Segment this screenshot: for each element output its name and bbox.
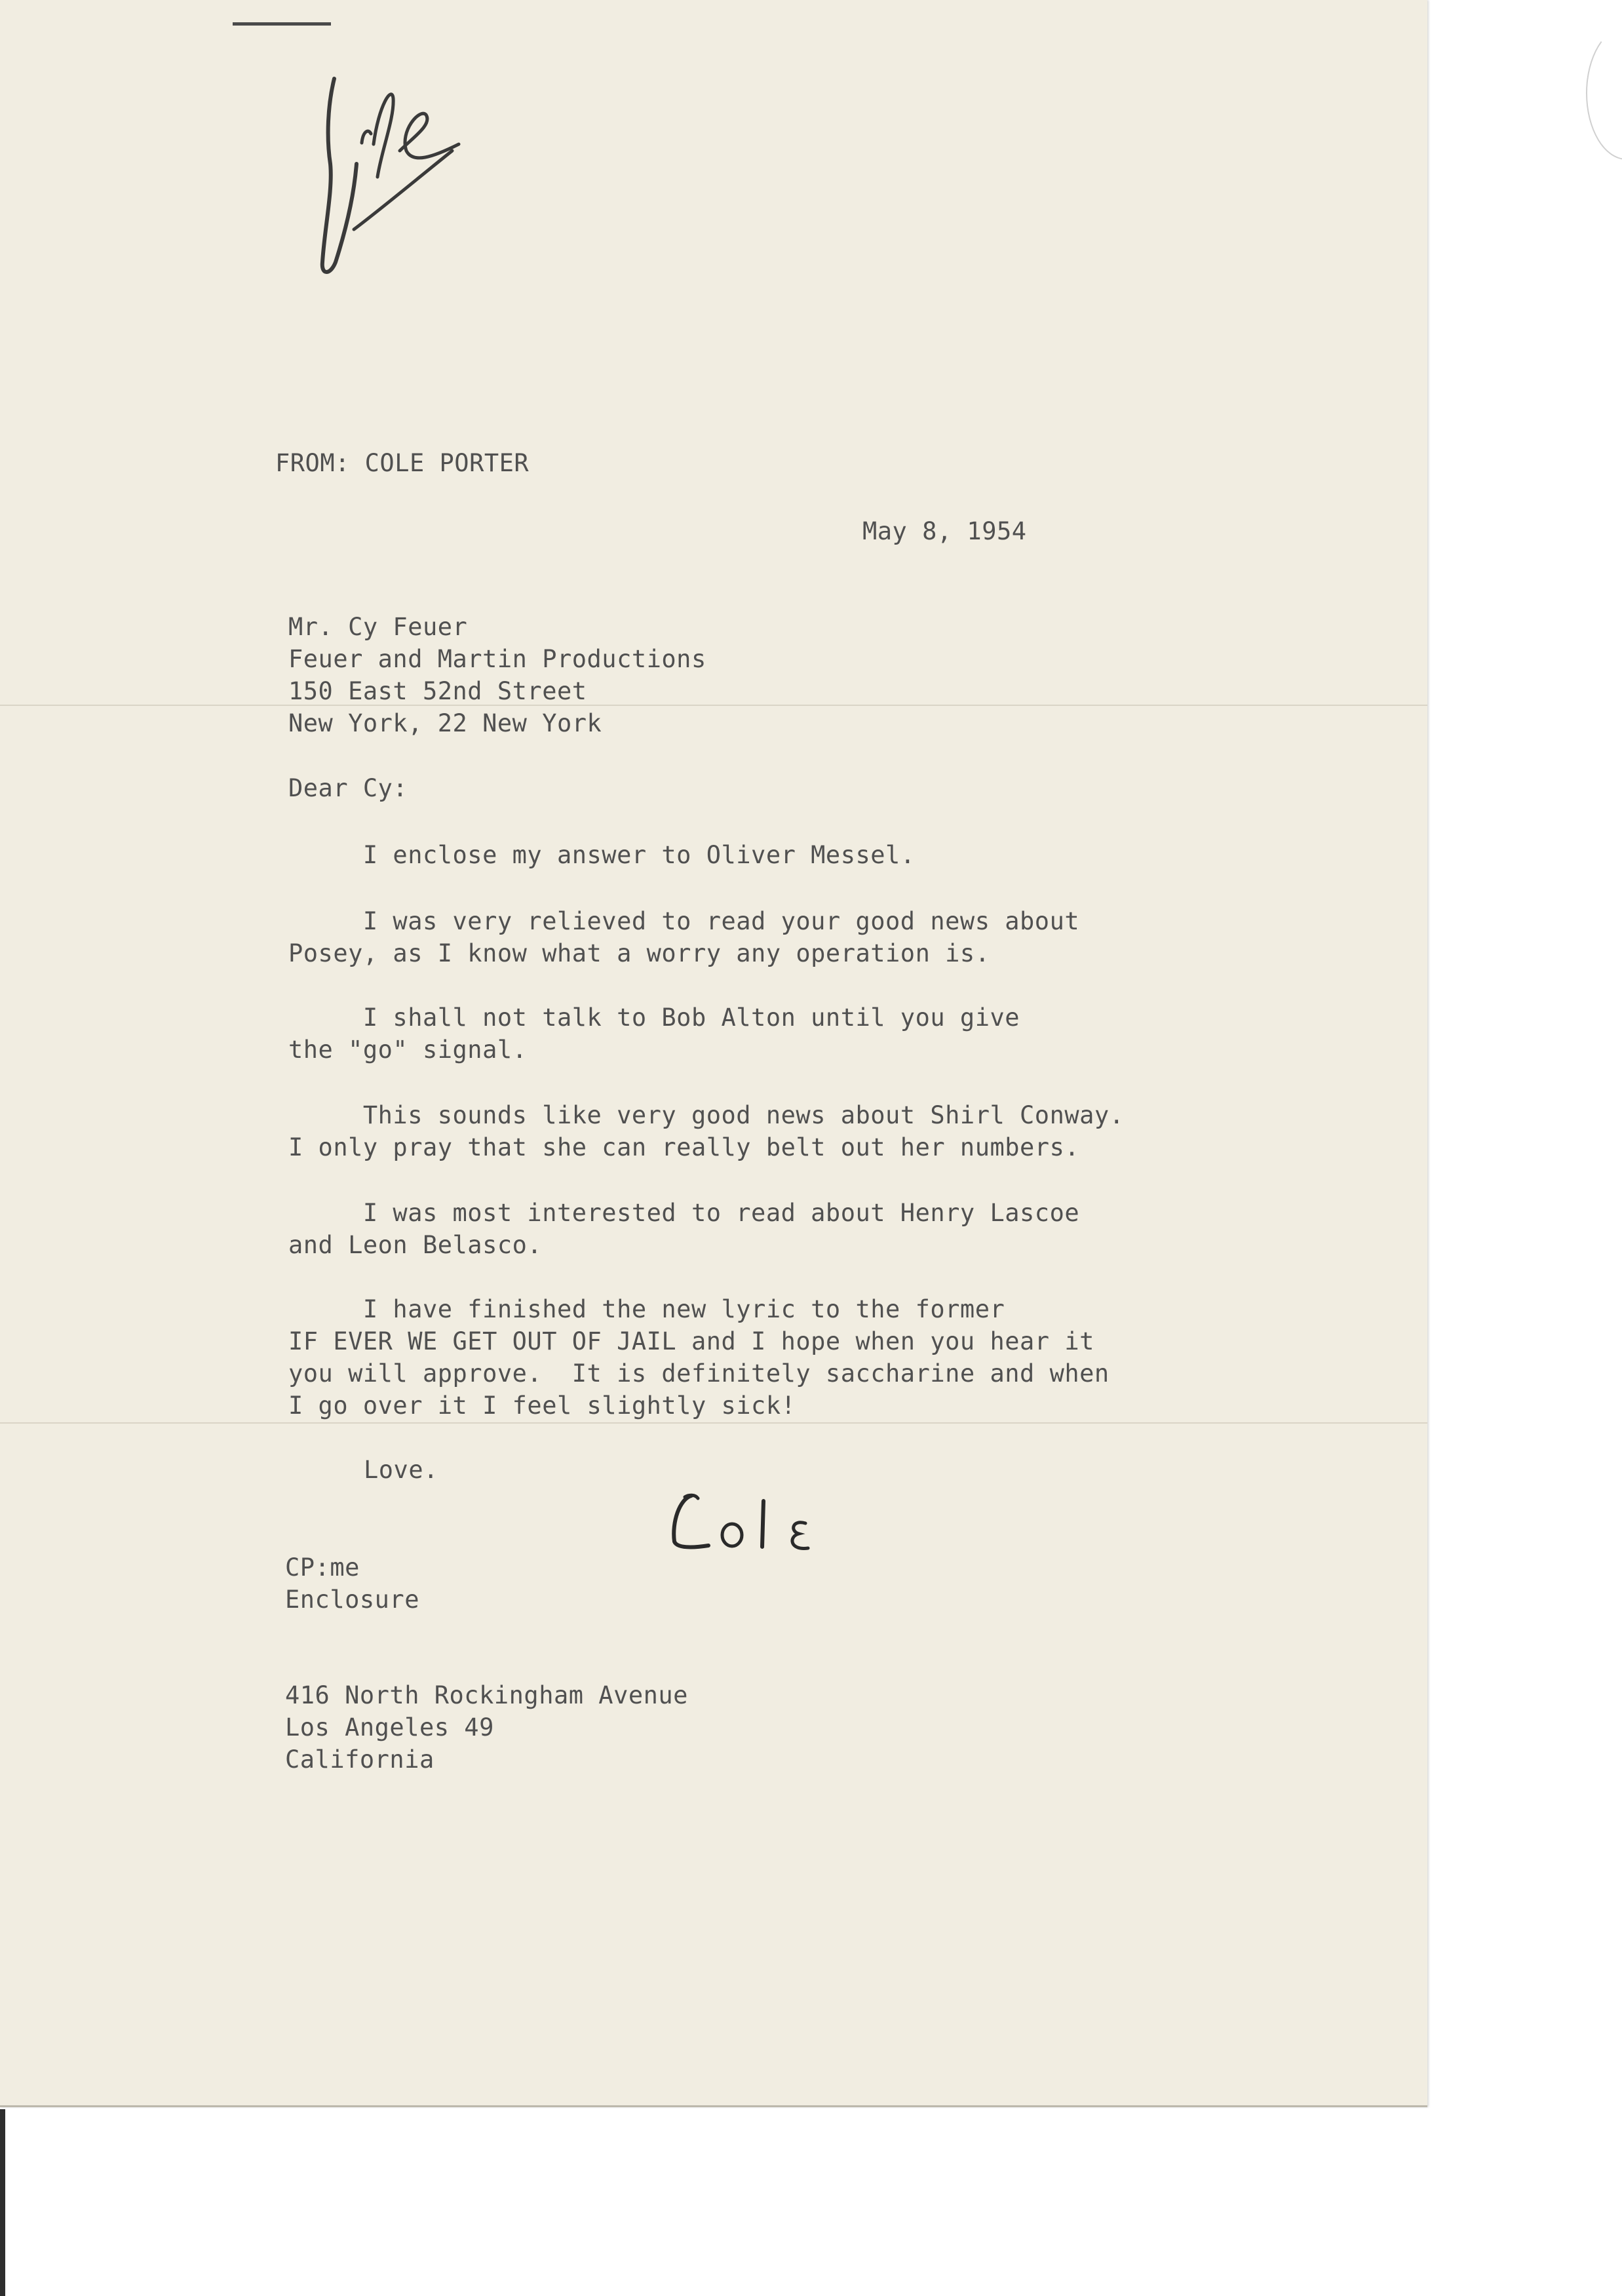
from-line: FROM: COLE PORTER	[275, 449, 530, 477]
paragraph-line: I go over it I feel slightly sick!	[288, 1391, 796, 1420]
paragraph-line: I have finished the new lyric to the former	[288, 1295, 1005, 1323]
paragraph-line: This sounds like very good news about Shirl Conway.	[288, 1101, 1125, 1129]
salutation: Dear Cy:	[288, 774, 408, 802]
paragraph-line: I enclose my answer to Oliver Messel.	[288, 841, 916, 869]
paragraph-line: you will approve. It is definitely saccharine and when	[288, 1359, 1110, 1388]
recipient-line: Mr. Cy Feuer	[288, 613, 468, 641]
file-note-handwriting	[308, 66, 478, 288]
paragraph-line: I shall not talk to Bob Alton until you give	[288, 1003, 1020, 1032]
return-address-line: Los Angeles 49	[285, 1713, 494, 1741]
fold-line	[0, 705, 1427, 706]
closing: Love.	[364, 1456, 438, 1484]
letter-date: May 8, 1954	[862, 517, 1027, 545]
fold-line	[0, 1422, 1427, 1424]
page-bottom-edge	[0, 2105, 1427, 2107]
paragraph-line: and Leon Belasco.	[288, 1231, 543, 1259]
recipient-line: 150 East 52nd Street	[288, 677, 587, 705]
paragraph-line: I was most interested to read about Henry Lascoe	[288, 1199, 1080, 1227]
return-address-line: 416 North Rockingham Avenue	[285, 1681, 688, 1709]
paragraph-line: IF EVER WE GET OUT OF JAIL and I hope when you hear it	[288, 1327, 1094, 1355]
scan-corner-mark	[1586, 26, 1622, 160]
reference-initials: CP:me	[285, 1553, 360, 1582]
top-edge-mark	[233, 22, 331, 26]
signature-handwriting	[665, 1483, 862, 1561]
paragraph-line: the "go" signal.	[288, 1036, 528, 1064]
paragraph-line: I was very relieved to read your good news about	[288, 907, 1080, 935]
enclosure-note: Enclosure	[285, 1586, 419, 1614]
return-address-line: California	[285, 1745, 434, 1774]
recipient-line: Feuer and Martin Productions	[288, 645, 706, 673]
scan-edge-strip	[0, 2109, 5, 2296]
paragraph-line: Posey, as I know what a worry any operation is.	[288, 939, 990, 967]
recipient-line: New York, 22 New York	[288, 709, 602, 737]
paragraph-line: I only pray that she can really belt out her numbers.	[288, 1133, 1080, 1161]
